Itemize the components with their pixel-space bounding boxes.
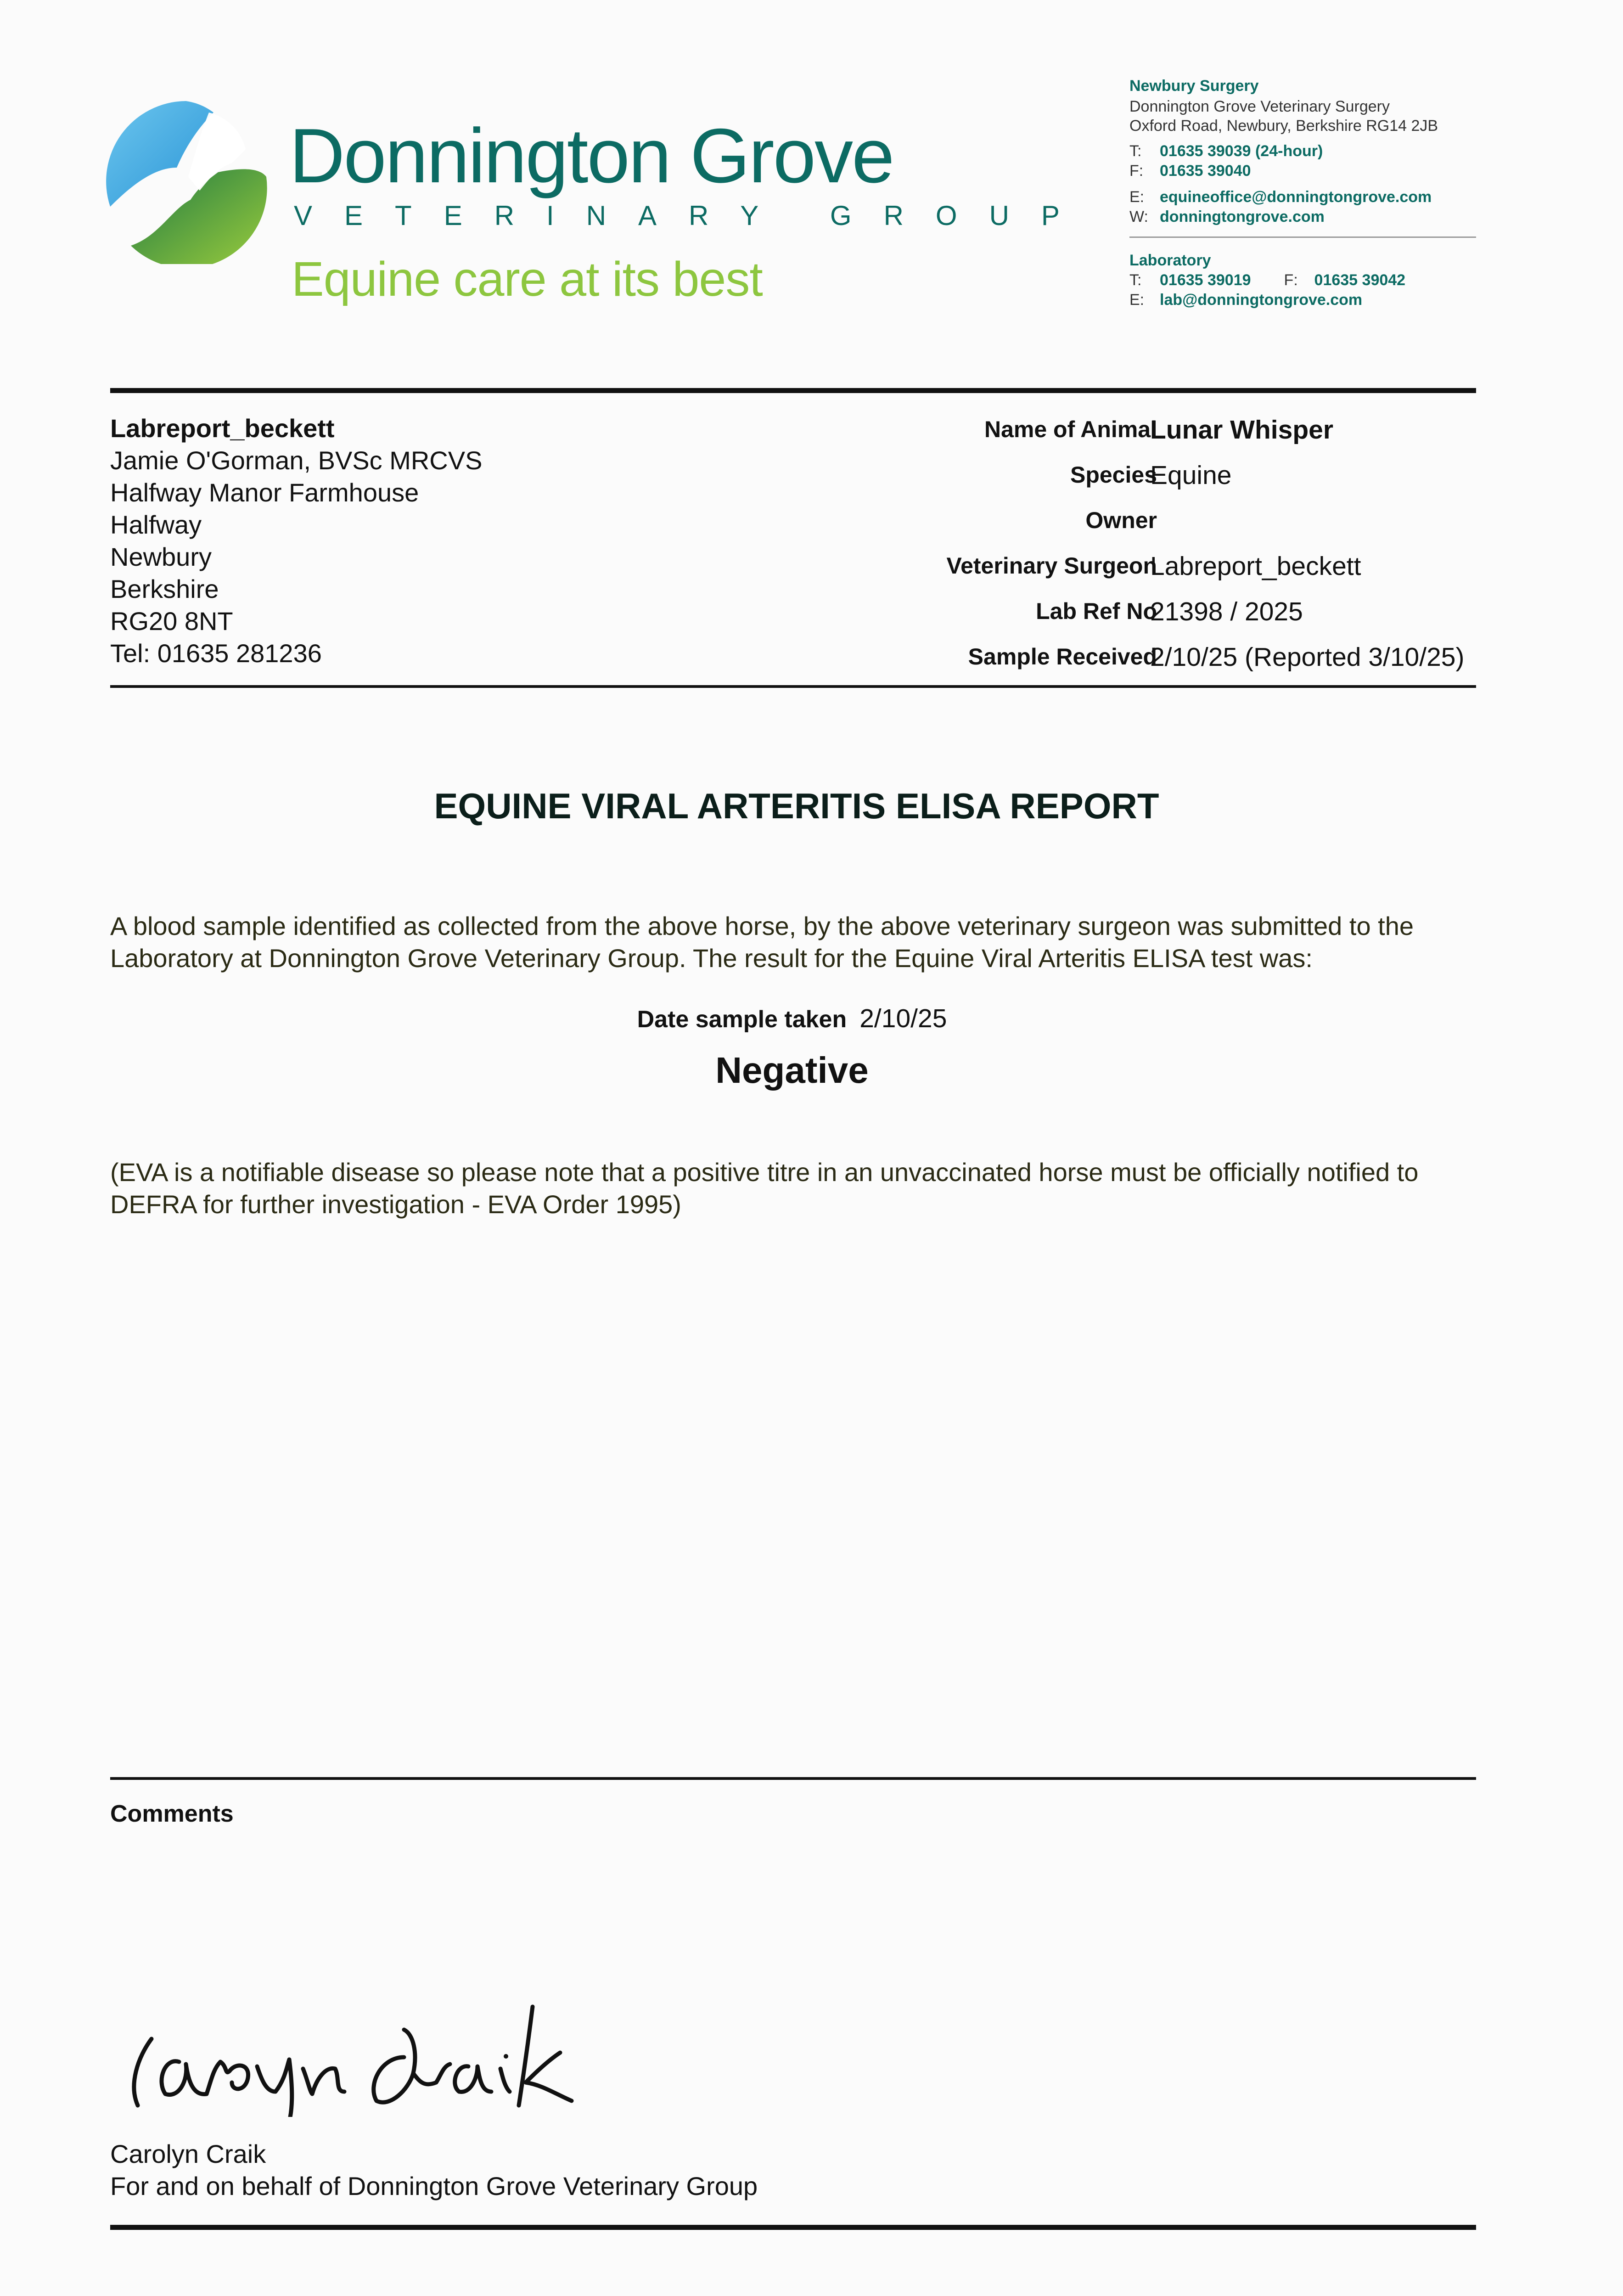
- laboratory-email: E: lab@donningtongrove.com: [1129, 291, 1363, 309]
- species-label: Species: [1070, 462, 1157, 488]
- surgery-fax: F: 01635 39040: [1129, 162, 1251, 180]
- surgery-title: Newbury Surgery: [1129, 77, 1259, 95]
- comments-label: Comments: [110, 1801, 234, 1827]
- details-rule: [110, 685, 1476, 688]
- owner-label: Owner: [1085, 507, 1157, 533]
- recipient-line: Jamie O'Gorman, BVSc MRCVS: [110, 446, 483, 475]
- lab-ref-label: Lab Ref No: [1036, 598, 1157, 624]
- recipient-line: Halfway: [110, 510, 202, 539]
- laboratory-title: Laboratory: [1129, 252, 1211, 269]
- notifiable-disease-note: (EVA is a notifiable disease so please note that a positive titre in an unvaccinated horse must be officially notified to DEFRA for further investigation - EVA Order 1995): [110, 1158, 1419, 1219]
- veterinary-surgeon-value: Labreport_beckett: [1150, 551, 1361, 581]
- date-sample-taken: [0, 1003, 1584, 1034]
- recipient-line: Halfway Manor Farmhouse: [110, 478, 419, 507]
- test-result: Negative: [715, 1050, 869, 1091]
- recipient-telephone: Tel: 01635 281236: [110, 639, 322, 668]
- date-sample-taken-value: 2/10/25: [859, 1004, 947, 1033]
- report-intro: A blood sample identified as collected from the above horse, by the above veterinary surgeon was submitted to the Laboratory at Donnington Grove Veterinary Group. The result for the Equine Viral Arteritis ELISA test was:: [110, 912, 1414, 973]
- sample-received-label: Sample Received: [968, 644, 1157, 670]
- comments-rule: [110, 1777, 1476, 1780]
- surgery-website: W: donningtongrove.com: [1129, 208, 1325, 225]
- surgery-telephone: T: 01635 39039 (24-hour): [1129, 142, 1323, 160]
- logo-mark: [103, 99, 269, 264]
- handwritten-signature: [119, 1988, 716, 2117]
- recipient-line: Berkshire: [110, 574, 219, 603]
- animal-name-value: Lunar Whisper: [1150, 415, 1334, 445]
- recipient-name: Labreport_beckett: [110, 414, 335, 443]
- species-value: Equine: [1150, 461, 1232, 490]
- surgery-address-line-2: Oxford Road, Newbury, Berkshire RG14 2JB: [1129, 117, 1438, 135]
- lab-ref-value: 21398 / 2025: [1150, 597, 1303, 626]
- animal-name-label: Name of Animal: [984, 416, 1157, 442]
- tagline: Equine care at its best: [292, 252, 763, 306]
- recipient-line: Newbury: [110, 542, 212, 571]
- brand-subtitle: VETERINARY GROUP: [294, 200, 1092, 231]
- brand-name: Donnington Grove: [289, 113, 893, 199]
- report-title: EQUINE VIRAL ARTERITIS ELISA REPORT: [434, 786, 1159, 826]
- sample-received-value: 2/10/25 (Reported 3/10/25): [1150, 642, 1465, 672]
- recipient-line: RG20 8NT: [110, 607, 233, 636]
- bottom-rule: [110, 2225, 1476, 2230]
- laboratory-telephone: T: 01635 39019 F: 01635 39042: [1129, 271, 1406, 289]
- top-rule: [110, 388, 1476, 393]
- signatory-note: For and on behalf of Donnington Grove Veterinary Group: [110, 2172, 758, 2200]
- veterinary-surgeon-label: Veterinary Surgeon: [946, 553, 1157, 579]
- header-divider: [1129, 236, 1476, 238]
- surgery-address-line-1: Donnington Grove Veterinary Surgery: [1129, 98, 1390, 115]
- signatory-name: Carolyn Craik: [110, 2139, 266, 2168]
- surgery-email: E: equineoffice@donningtongrove.com: [1129, 188, 1432, 206]
- date-sample-taken-label: Date sample taken: [637, 1006, 847, 1033]
